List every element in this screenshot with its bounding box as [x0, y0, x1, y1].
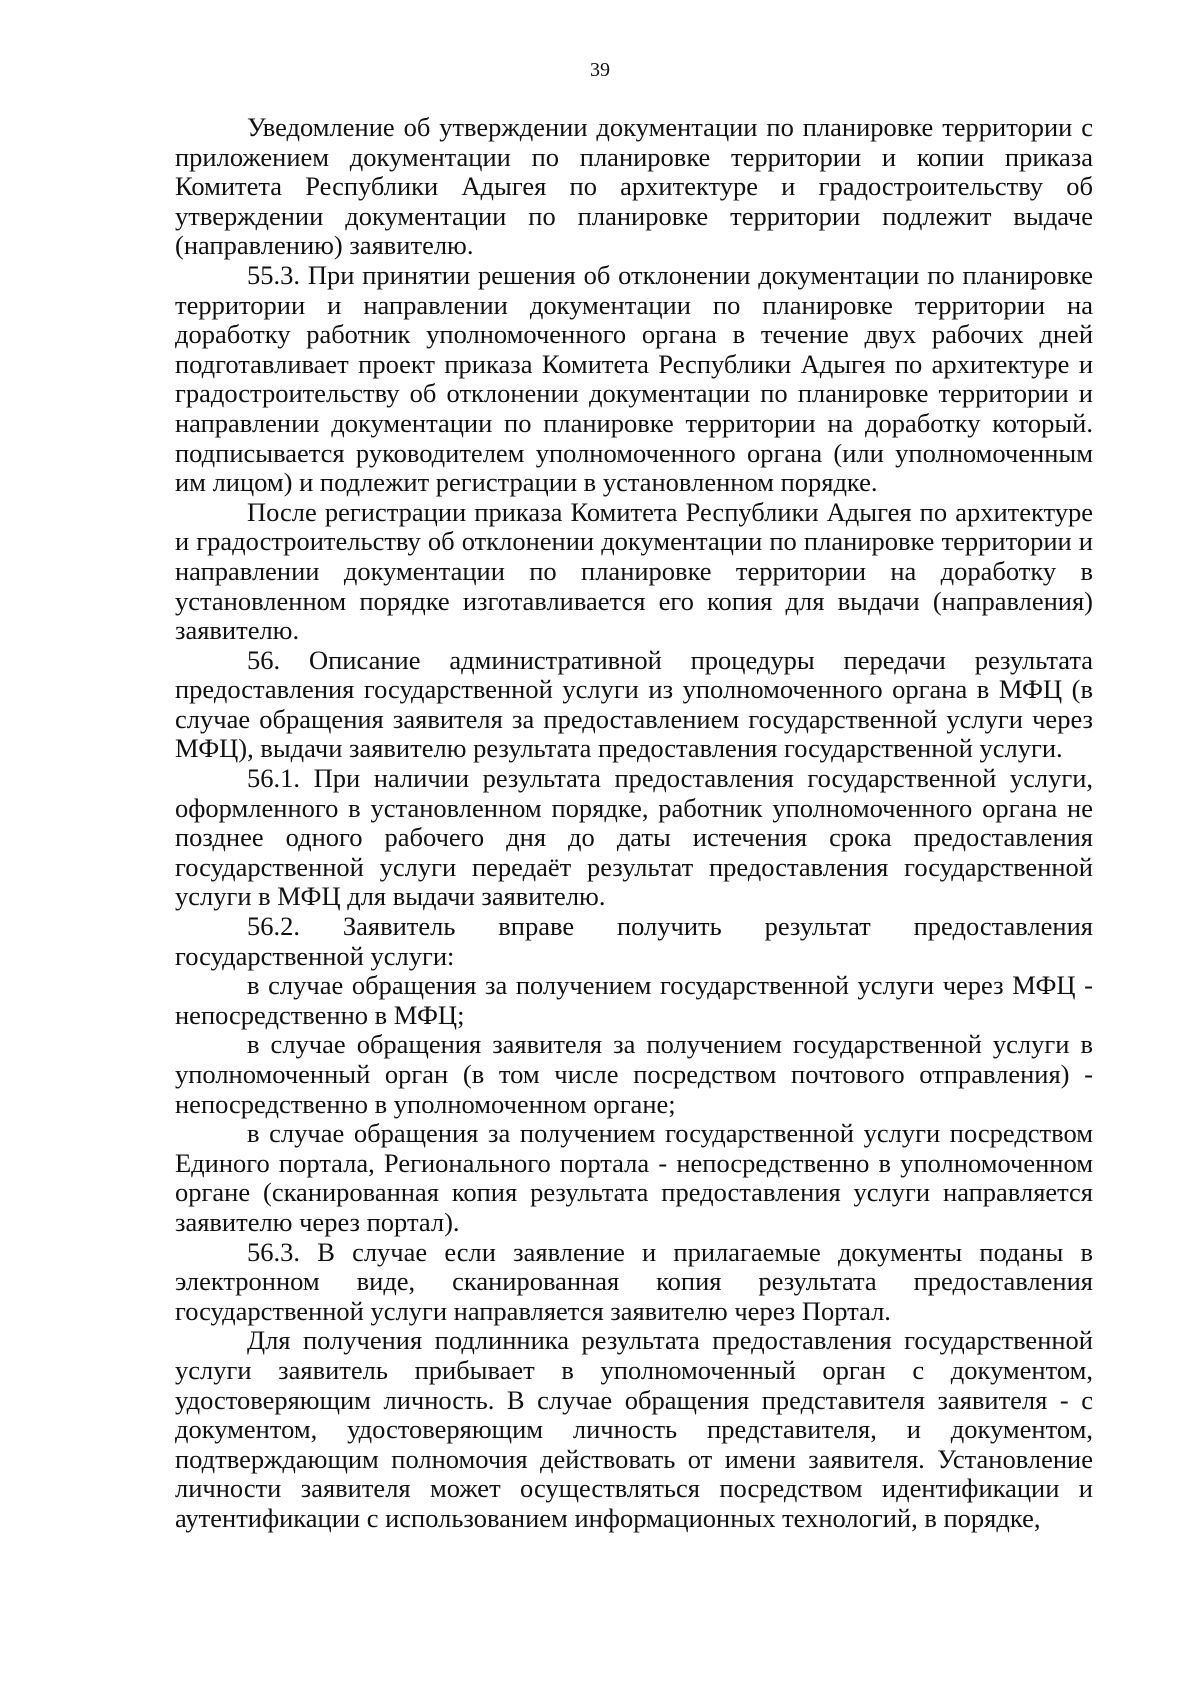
paragraph-after-registration: После регистрации приказа Комитета Республики Адыгея по архитектуре и градостроительству об отклонении документации по планировке территории и направлении документации по планировке территории на доработку в установленном порядке изготавливается его копия для выдачи (направления) заявителю.: [175, 496, 1093, 646]
paragraph-55-3: 55.3. При принятии решения об отклонении документации по планировке территории и направлении документации по планировке территории на доработку работник уполномоченного органа в течение двух рабочих дней подготавливает проект приказа Комитета Республики Адыгея по архитектуре и градостроительству об отклонении документации по планировке территории и направлении документации по планировке территории на доработку который. подписывается руководителем уполномоченного органа (или уполномоченным им лицом) и подлежит регистрации в установленном порядке.: [175, 259, 1093, 498]
paragraph-original-result: Для получения подлинника результата предоставления государственной услуги заявитель прибывает в уполномоченный орган с документом, удостоверяющим личность. В случае обращения представителя заявителя - с документом, удостоверяющим личность представителя, и документом, подтверждающим полномочия действовать от имени заявителя. Установление личности заявителя может осуществляться посредством идентификации и аутентификации с использованием информационных технологий, в порядке,: [175, 1325, 1093, 1533]
paragraph-56-3: 56.3. В случае если заявление и прилагаемые документы поданы в электронном виде, сканированная копия результата предоставления государственной услуги направляется заявителю через Портал.: [175, 1236, 1093, 1326]
document-body: [175, 113, 1093, 1534]
paragraph-authority-case: в случае обращения заявителя за получением государственной услуги в уполномоченный орган (в том числе посредством почтового отправления) - непосредственно в уполномоченном органе;: [175, 1029, 1093, 1119]
paragraph-portal-case: в случае обращения за получением государственной услуги посредством Единого портала, Регионального портала - непосредственно в уполномоченном органе (сканированная копия результата предоставления услуги направляется заявителю через портал).: [175, 1118, 1093, 1237]
paragraph-approval-notice: Уведомление об утверждении документации по планировке территории с приложением документации по планировке территории и копии приказа Комитета Республики Адыгея по архитектуре и градостроительству об утверждении документации по планировке территории подлежит выдаче (направлению) заявителю.: [175, 112, 1093, 261]
page-number: 39: [590, 59, 610, 81]
paragraph-mfc-case: в случае обращения за получением государственной услуги через МФЦ - непосредственно в МФЦ;: [175, 970, 1093, 1030]
paragraph-56-2: 56.2. Заявитель вправе получить результат предоставления государственной услуги:: [175, 911, 1093, 971]
paragraph-56-1: 56.1. При наличии результата предоставления государственной услуги, оформленного в установленном порядке, работник уполномоченного органа не позднее одного рабочего дня до даты истечения срока предоставления государственной услуги передаёт результат предоставления государственной услуги в МФЦ для выдачи заявителю.: [175, 763, 1093, 912]
paragraph-56: 56. Описание административной процедуры передачи результата предоставления государственной услуги из уполномоченного органа в МФЦ (в случае обращения заявителя за предоставлением государственной услуги через МФЦ), выдачи заявителю результата предоставления государственной услуги.: [175, 644, 1093, 764]
